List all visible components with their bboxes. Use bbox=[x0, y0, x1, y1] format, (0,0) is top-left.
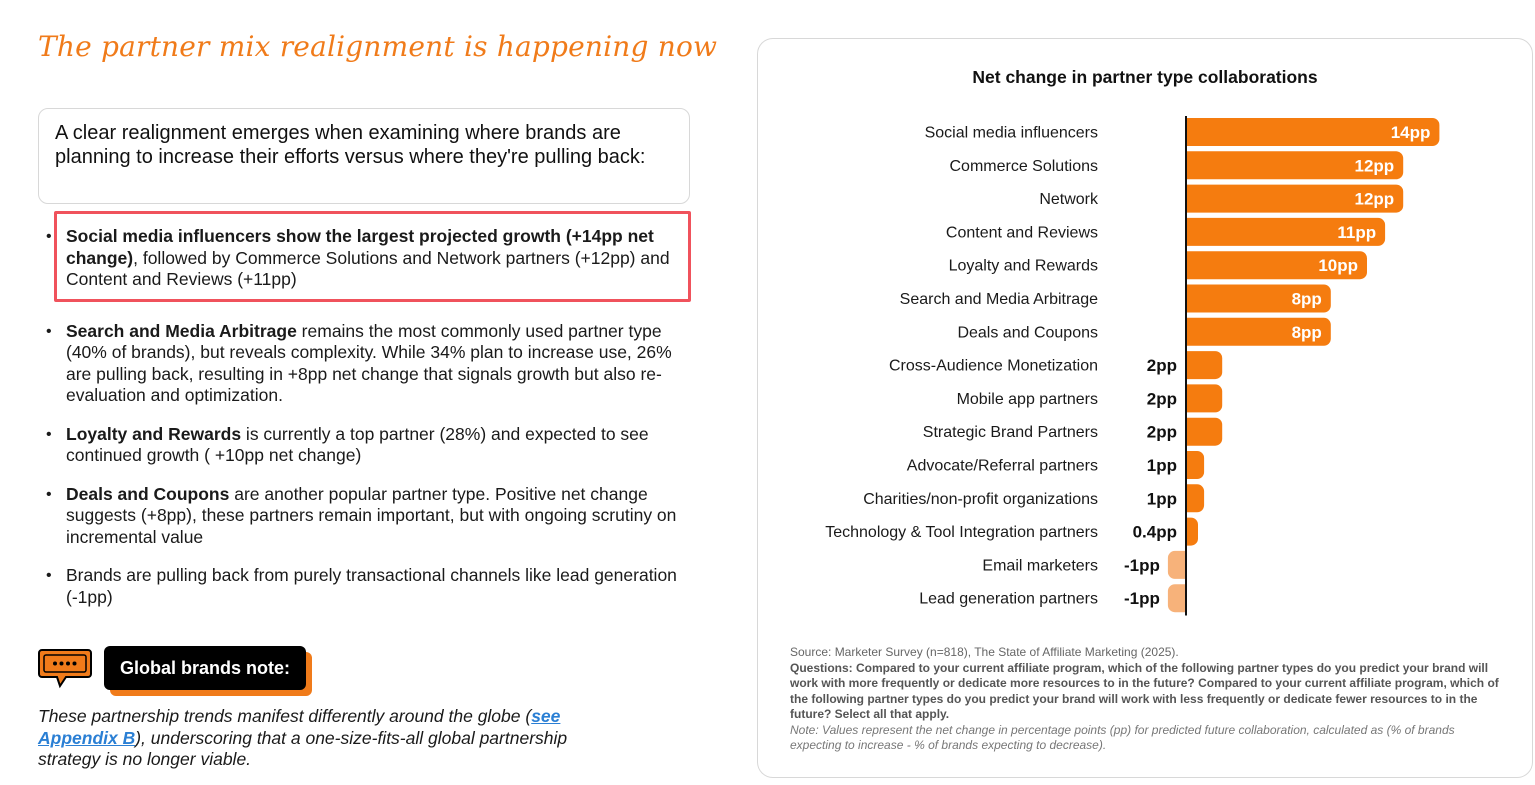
bar bbox=[1186, 484, 1204, 512]
value-label: 8pp bbox=[1291, 289, 1322, 309]
category-label: Search and Media Arbitrage bbox=[899, 291, 1098, 308]
bullet-bold: Deals and Coupons bbox=[66, 483, 230, 504]
intro-callout: A clear realignment emerges when examining where brands are planning to increase their efforts versus where they're pulling back: bbox=[38, 108, 690, 204]
value-label: 2pp bbox=[1146, 422, 1177, 442]
bar bbox=[1186, 351, 1222, 379]
value-label: -1pp bbox=[1124, 555, 1160, 575]
bullet-text: is currently a top partner (28%) and expected to see continued growth ( +10pp net change) bbox=[66, 423, 649, 465]
value-label: 2pp bbox=[1146, 356, 1177, 376]
bar-chart bbox=[757, 110, 1533, 620]
category-label: Advocate/Referral partners bbox=[906, 457, 1098, 475]
category-label: Loyalty and Rewards bbox=[948, 257, 1098, 275]
bullet-deals bbox=[46, 484, 686, 549]
bullet-bold: Social media influencers show the largest projected growth (+14pp net change) bbox=[66, 226, 654, 268]
value-label: 14pp bbox=[1390, 123, 1431, 142]
category-label: Email marketers bbox=[982, 557, 1098, 575]
value-label: 11pp bbox=[1337, 222, 1377, 242]
category-label: Content and Reviews bbox=[945, 224, 1098, 242]
source-notes bbox=[790, 645, 1502, 754]
highlight-frame bbox=[54, 211, 691, 302]
bar bbox=[1186, 418, 1222, 446]
value-label: 12pp bbox=[1354, 189, 1395, 209]
bullet-lead-gen bbox=[46, 565, 686, 608]
category-label: Cross-Audience Monetization bbox=[889, 357, 1098, 375]
bullet-text: , followed by Commerce Solutions and Network partners (+12pp) and Content and Reviews (+11pp) bbox=[66, 247, 670, 289]
bullet-bold: Loyalty and Rewards bbox=[66, 423, 242, 444]
category-label: Network bbox=[1039, 191, 1098, 209]
bullet-text: Brands are pulling back from purely transactional channels like lead generation (-1pp) bbox=[66, 565, 677, 607]
category-label: Deals and Coupons bbox=[957, 324, 1098, 342]
bullet-text: remains the most commonly used partner type (40% of brands), but reveals complexity. While 34% plan to increase use, 26% are pulling back, resulting in +8pp net change that signals growth but also re-evaluation and optimization. bbox=[66, 320, 672, 405]
bar bbox=[1186, 518, 1198, 546]
note-text bbox=[38, 706, 598, 771]
category-label: Mobile app partners bbox=[956, 390, 1098, 408]
value-label: 0.4pp bbox=[1132, 522, 1177, 542]
value-label: 1pp bbox=[1146, 489, 1177, 509]
note-text-after: ), underscoring that a one-size-fits-all global partnership strategy is no longer viable. bbox=[38, 727, 568, 769]
source-note: Note: Values represent the net change in percentage points (pp) for predicted future collaboration, calculated as (% of brands expecting to increase - % of brands expecting to decrease). bbox=[790, 722, 1455, 752]
bullet-loyalty bbox=[46, 424, 686, 467]
chart-title: Net change in partner type collaborations bbox=[972, 67, 1318, 87]
bullet-bold: Search and Media Arbitrage bbox=[66, 320, 297, 341]
bar bbox=[1168, 584, 1186, 612]
page-title: The partner mix realignment is happening now bbox=[38, 30, 718, 63]
value-label: 10pp bbox=[1318, 256, 1358, 276]
bar bbox=[1186, 384, 1222, 412]
category-label: Social media influencers bbox=[924, 124, 1098, 142]
bar bbox=[1186, 451, 1204, 479]
source-questions: Questions: Compared to your current affiliate program, which of the following partner types do you predict your brand will work with more frequently or dedicate more resources to in the future? Compared to your current affiliate program, which of the following partner types do you predict your brand will work with less frequently or dedicate fewer resources to in the future? Select all that apply. bbox=[790, 660, 1499, 721]
source-line: Source: Marketer Survey (n=818), The State of Affiliate Marketing (2025). bbox=[790, 645, 1179, 659]
category-label: Commerce Solutions bbox=[949, 157, 1098, 175]
appendix-b-link[interactable]: see Appendix B bbox=[38, 706, 561, 748]
category-label: Strategic Brand Partners bbox=[922, 424, 1098, 442]
value-label: 12pp bbox=[1354, 156, 1395, 176]
bullet-text: are another popular partner type. Positive net change suggests (+8pp), these partners remain important, but with ongoing scrutiny on incremental value bbox=[66, 483, 677, 547]
note-text-before: These partnership trends manifest differently around the globe ( bbox=[38, 706, 532, 726]
value-label: -1pp bbox=[1124, 589, 1160, 609]
chat-bubble-icon bbox=[38, 648, 92, 690]
value-label: 1pp bbox=[1146, 456, 1177, 475]
category-label: Lead generation partners bbox=[919, 590, 1098, 608]
global-brands-note-badge: Global brands note: bbox=[104, 646, 306, 690]
bullet-search-media bbox=[46, 321, 686, 407]
category-label: Technology & Tool Integration partners bbox=[825, 524, 1098, 542]
value-label: 8pp bbox=[1291, 322, 1322, 342]
bar bbox=[1168, 551, 1186, 579]
value-label: 2pp bbox=[1146, 389, 1177, 409]
category-label: Charities/non-profit organizations bbox=[863, 490, 1098, 508]
